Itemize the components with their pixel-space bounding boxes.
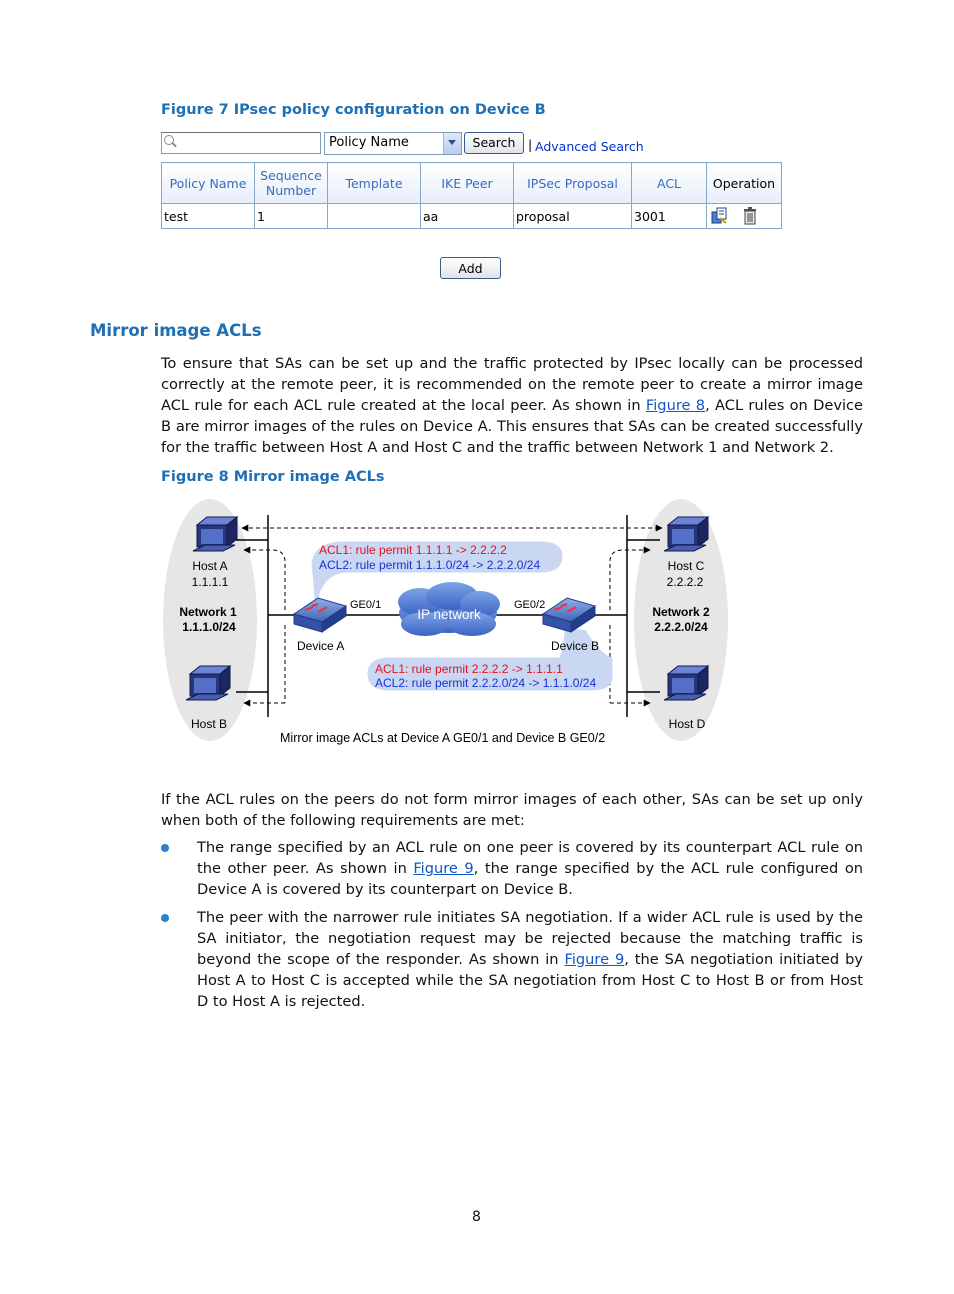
- paragraph-1: [161, 353, 863, 458]
- search-button[interactable]: Search: [464, 132, 524, 154]
- para1-text-a: To ensure that SAs can be set up and the traffic protected by IPsec locally can be processed correctly at the remote peer, it is recommended on the remote peer to create a mirror image ACL rule for each ACL rule created at the local peer. As shown in: [161, 355, 863, 414]
- table-row: [162, 204, 782, 229]
- bullet1-text-a: The range specified by an ACL rule on one peer is covered by its counterpart ACL rule on the other peer. As shown in: [197, 839, 863, 877]
- host-c-ip: 2.2.2.2: [666, 575, 704, 589]
- ip-network-label: IP network: [417, 607, 481, 622]
- ge-b-label: GE0/2: [514, 599, 546, 611]
- col-policy-name[interactable]: Policy Name: [162, 163, 255, 204]
- figure8-caption: Figure 8 Mirror image ACLs: [161, 469, 385, 485]
- mirror-acl-diagram: [150, 495, 750, 755]
- advanced-search-link[interactable]: Advanced Search: [535, 139, 644, 154]
- figure9-link[interactable]: Figure 9: [564, 951, 625, 968]
- delete-icon[interactable]: [743, 207, 757, 225]
- cell-acl: 3001: [632, 204, 707, 229]
- figure8-link[interactable]: Figure 8: [645, 397, 706, 414]
- network1-label: Network 1: [179, 605, 237, 619]
- device-b-label: Device B: [551, 639, 600, 653]
- host-a-label: Host A: [192, 559, 228, 573]
- cell-operation: [707, 204, 782, 229]
- device-a-label: Device A: [297, 639, 345, 653]
- col-template[interactable]: Template: [328, 163, 421, 204]
- col-ipsec-proposal[interactable]: IPSec Proposal: [514, 163, 632, 204]
- device-a-router-icon: [294, 598, 346, 632]
- cell-template: [328, 204, 421, 229]
- acl-a-rule1: ACL1: rule permit 1.1.1.1 -> 2.2.2.2: [319, 543, 507, 557]
- host-c-label: Host C: [667, 559, 705, 573]
- cell-policy-name: test: [162, 204, 255, 229]
- network1-subnet: 1.1.1.0/24: [182, 620, 236, 634]
- bullet2-text-b: , the SA negotiation initiated by Host A to Host C is accepted while the SA negotiation from Host C to Host B or from Host D to Host A is rejected.: [197, 951, 864, 1010]
- col-sequence-number-label: Sequence Number: [260, 168, 322, 198]
- col-sequence-number[interactable]: [255, 163, 328, 204]
- acl-b-rule1: ACL1: rule permit 2.2.2.2 -> 1.1.1.1: [375, 662, 563, 676]
- search-icon: [164, 135, 174, 145]
- figure7-caption: Figure 7 IPsec policy configuration on Device B: [161, 102, 546, 118]
- figure9-link[interactable]: Figure 9: [413, 860, 474, 877]
- policy-table: [161, 162, 782, 229]
- col-acl[interactable]: ACL: [632, 163, 707, 204]
- diagram-bottom-caption: Mirror image ACLs at Device A GE0/1 and Device B GE0/2: [280, 731, 606, 745]
- host-b-label: Host B: [190, 717, 228, 731]
- table-header-row: [162, 163, 782, 204]
- paragraph-2: If the ACL rules on the peers do not form mirror images of each other, SAs can be set up only when both of the following requirements are met:: [161, 791, 863, 829]
- page-number: 8: [472, 1209, 481, 1225]
- section-title: Mirror image ACLs: [90, 321, 262, 340]
- bullet1-text-b: , the range specified by the ACL rule configured on Device A is covered by its counterpart on Device B.: [197, 860, 863, 898]
- bullet-dot: [161, 844, 169, 852]
- network2-label: Network 2: [652, 605, 710, 619]
- acl-a-rule2: ACL2: rule permit 1.1.1.0/24 -> 2.2.2.0/24: [319, 558, 541, 572]
- col-ike-peer[interactable]: IKE Peer: [421, 163, 514, 204]
- search-input[interactable]: [161, 132, 321, 154]
- ge-a-label: GE0/1: [350, 599, 382, 611]
- cell-ike-peer: aa: [421, 204, 514, 229]
- search-field-select[interactable]: [324, 132, 462, 155]
- chevron-down-icon[interactable]: [443, 133, 461, 154]
- host-d-label: Host D: [668, 717, 706, 731]
- bullet-item-2: [197, 907, 863, 1012]
- acl-b-rule2: ACL2: rule permit 2.2.2.0/24 -> 1.1.1.0/24: [375, 676, 597, 690]
- edit-icon[interactable]: [711, 207, 729, 225]
- separator: |: [528, 137, 533, 152]
- bullet-dot: [161, 914, 169, 922]
- para1-text-b: , ACL rules on Device B are mirror images of the rules on Device A. This ensures that SAs can be created successfully for the traffic between Host A and Host C and the traffic between Network 1 and Network 2.: [161, 397, 864, 456]
- add-button[interactable]: Add: [440, 257, 501, 279]
- select-value: Policy Name: [329, 135, 409, 150]
- bullet-item-1: [197, 837, 863, 900]
- cell-proposal: proposal: [514, 204, 632, 229]
- col-operation: Operation: [707, 163, 782, 204]
- network2-subnet: 2.2.2.0/24: [654, 620, 708, 634]
- bullet2-text-a: The peer with the narrower rule initiates SA negotiation. If a wider ACL rule is used by the SA initiator, the negotiation request may be rejected because the matching traffic is beyond the scope of the responder. As shown in: [197, 909, 863, 968]
- host-a-ip: 1.1.1.1: [191, 575, 229, 589]
- cell-sequence: 1: [255, 204, 328, 229]
- device-b-router-icon: [543, 598, 595, 632]
